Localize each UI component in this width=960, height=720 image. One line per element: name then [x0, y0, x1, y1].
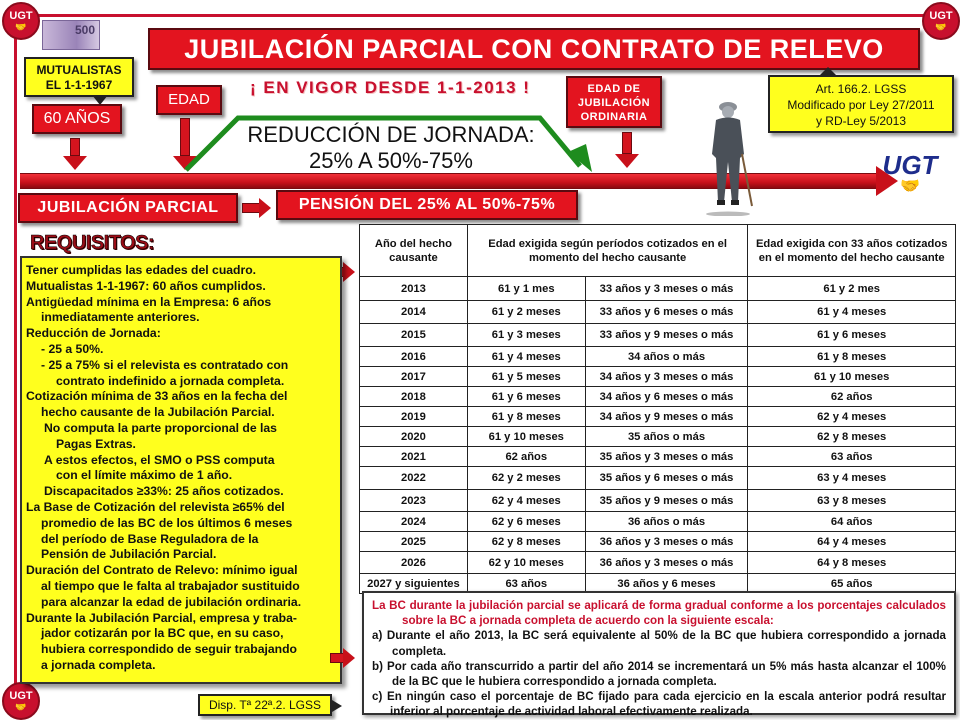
cell-year: 2026 [360, 552, 468, 574]
header-year: Año del hecho causante [360, 225, 468, 277]
requirement-line: Mutualistas 1-1-1967: 60 años cumplidos. [26, 278, 266, 293]
ugt-blue-logo [874, 152, 946, 200]
requirement-line: a jornada completa. [41, 657, 156, 672]
cell-year: 2025 [360, 532, 468, 552]
requirement-line: Reducción de Jornada: [26, 326, 161, 341]
table-row [360, 512, 956, 532]
requirement-line: Antigüedad mínima en la Empresa: 6 años [26, 294, 272, 309]
handshake-icon: 🤝 [900, 178, 920, 195]
bc-note-item-a: a) Durante el año 2013, la BC será equivalente al 50% de la BC que hubiera correspondido a jornada completa. [372, 629, 946, 658]
cell-age33: 63 años [748, 447, 956, 467]
requirements-title: REQUISITOS: [30, 232, 155, 254]
cell-age: 61 y 5 meses [467, 367, 585, 387]
requirement-line: Duración del Contrato de Relevo: mínimo igual [26, 563, 298, 578]
cell-year: 2016 [360, 347, 468, 367]
cell-age: 62 y 4 meses [467, 490, 585, 512]
cell-age33: 61 y 10 meses [748, 367, 956, 387]
cell-age: 61 y 2 meses [467, 301, 585, 324]
timeline-bar [20, 173, 886, 189]
cell-period: 35 años y 3 meses o más [585, 447, 748, 467]
legal-ref-line3: y RD-Ley 5/2013 [815, 114, 907, 128]
cell-age33: 64 y 4 meses [748, 532, 956, 552]
cell-age33: 65 años [748, 574, 956, 594]
right-arrow-icon [330, 648, 355, 664]
disp-reference-callout: Disp. Tª 22ª.2. LGSS [198, 694, 332, 716]
cell-period: 35 años y 6 meses o más [585, 467, 748, 490]
cell-age33: 64 años [748, 512, 956, 532]
table-row [360, 277, 956, 301]
edad-box: EDAD [156, 85, 222, 115]
mutualistas-line1: MUTUALISTAS [36, 63, 122, 77]
mutualistas-line2: EL 1-1-1967 [45, 78, 113, 92]
requirement-line: - 25 a 75% si el relevista es contratado con [41, 357, 289, 372]
logo-text: UGT [929, 9, 953, 22]
bc-note-lead: La BC durante la jubilación parcial se aplicará de forma gradual conforme a los porcentajes calculados sobre la BC a jornada completa de acuerdo con la siguiente escala: [372, 599, 946, 628]
cell-period: 34 años y 6 meses o más [585, 387, 748, 407]
cell-age33: 62 años [748, 387, 956, 407]
table-row [360, 407, 956, 427]
elderly-man-walking-icon [706, 98, 756, 216]
cell-period: 33 años y 6 meses o más [585, 301, 748, 324]
cell-age: 63 años [467, 574, 585, 594]
requirement-line: Pagas Extras. [56, 436, 136, 451]
cell-year: 2022 [360, 467, 468, 490]
logo-text: UGT [9, 9, 33, 22]
cell-age: 61 y 1 mes [467, 277, 585, 301]
bc-note-item-b: b) Por cada año transcurrido a partir del año 2014 se incrementará un 5% más hasta alcanzar el 100% de la BC que le hubiera correspondido a jornada completa. [372, 659, 946, 689]
requirement-line: al tiempo que le falta al trabajador sustituido [41, 578, 300, 593]
reduction-line2: 25% A 50%-75% [309, 148, 473, 173]
cell-age: 62 y 10 meses [467, 552, 585, 574]
table-row [360, 367, 956, 387]
cell-year: 2015 [360, 324, 468, 347]
cell-year: 2013 [360, 277, 468, 301]
cell-year: 2017 [360, 367, 468, 387]
cell-age33: 62 y 4 meses [748, 407, 956, 427]
cell-age33: 61 y 8 meses [748, 347, 956, 367]
handshake-icon: 🤝 [15, 21, 27, 32]
requirement-line: Pensión de Jubilación Parcial. [41, 547, 217, 562]
ordinary-line2: JUBILACIÓN [577, 97, 651, 109]
cell-period: 36 años y 3 meses o más [585, 552, 748, 574]
down-arrow-icon [620, 132, 634, 168]
cell-period: 34 años y 3 meses o más [585, 367, 748, 387]
ugt-logo-bottom-left [2, 682, 40, 720]
logo-text: UGT [882, 150, 938, 180]
ugt-logo-top-left [2, 2, 40, 40]
euro-banknote-icon [42, 20, 100, 50]
cell-year: 2023 [360, 490, 468, 512]
ugt-logo-top-right [922, 2, 960, 40]
table-row [360, 301, 956, 324]
header-age-by-period: Edad exigida según períodos cotizados en el momento del hecho causante [467, 225, 747, 277]
cell-age: 61 y 10 meses [467, 427, 585, 447]
legal-reference-callout [768, 75, 954, 133]
frame-left-line [14, 36, 17, 686]
header-age-33: Edad exigida con 33 años cotizados en el momento del hecho causante [748, 225, 956, 277]
logo-text: UGT [9, 689, 33, 702]
requirement-line: - 25 a 50%. [41, 341, 104, 356]
requirement-line: del período de Base Reguladora de la [41, 531, 259, 546]
cell-age: 61 y 3 meses [467, 324, 585, 347]
cell-period: 35 años o más [585, 427, 748, 447]
requirement-line: A estos efectos, el SMO o PSS computa [44, 452, 275, 467]
table-row [360, 324, 956, 347]
table-row [360, 467, 956, 490]
handshake-icon: 🤝 [935, 21, 947, 32]
retirement-age-table [359, 224, 956, 594]
requirement-line: No computa la parte proporcional de las [44, 420, 277, 435]
requirements-box [20, 256, 342, 684]
cell-period: 33 años y 3 meses o más [585, 277, 748, 301]
requirement-line: Tener cumplidas las edades del cuadro. [26, 263, 257, 277]
cell-age: 62 y 8 meses [467, 532, 585, 552]
cell-period: 34 años o más [585, 347, 748, 367]
requirement-line: para alcanzar la edad de jubilación ordinaria. [41, 594, 302, 609]
requirement-line: La Base de Cotización del relevista ≥65% del [26, 499, 285, 514]
table-row [360, 447, 956, 467]
cell-year: 2021 [360, 447, 468, 467]
pension-box: PENSIÓN DEL 25% AL 50%-75% [276, 190, 578, 220]
table-row [360, 387, 956, 407]
cell-age: 62 años [467, 447, 585, 467]
cell-age: 62 y 6 meses [467, 512, 585, 532]
requirement-line: hecho causante de la Jubilación Parcial. [41, 405, 275, 420]
frame-top-line [36, 14, 926, 17]
handshake-icon: 🤝 [15, 701, 27, 712]
cell-age33: 63 y 4 meses [748, 467, 956, 490]
ordinary-line3: ORDINARIA [580, 111, 648, 123]
cell-year: 2027 y siguientes [360, 574, 468, 594]
cell-year: 2014 [360, 301, 468, 324]
requirement-line: Durante la Jubilación Parcial, empresa y traba- [26, 610, 297, 625]
age-60-box: 60 AÑOS [32, 104, 122, 134]
cell-age: 62 y 2 meses [467, 467, 585, 490]
cell-age: 61 y 6 meses [467, 387, 585, 407]
ordinary-line1: EDAD DE [587, 83, 641, 95]
cell-period: 36 años y 3 meses o más [585, 532, 748, 552]
euro-note-value: 500 [74, 23, 95, 37]
cell-age33: 61 y 2 mes [748, 277, 956, 301]
requirement-line: promedio de las BC de los últimos 6 meses [41, 515, 293, 530]
cell-year: 2019 [360, 407, 468, 427]
bc-note-item-c: c) En ningún caso el porcentaje de BC fijado para cada ejercicio en la escala anterior podrá resultar inferior al porcentaje de actividad laboral efectivamente realizada. [372, 690, 946, 719]
partial-retirement-box: JUBILACIÓN PARCIAL [18, 193, 238, 223]
cell-year: 2018 [360, 387, 468, 407]
cell-period: 36 años o más [585, 512, 748, 532]
requirement-line: Cotización mínima de 33 años en la fecha del [26, 389, 288, 404]
cell-age: 61 y 4 meses [467, 347, 585, 367]
cell-period: 35 años y 9 meses o más [585, 490, 748, 512]
table-row [360, 427, 956, 447]
table-row [360, 347, 956, 367]
page-title: JUBILACIÓN PARCIAL CON CONTRATO DE RELEVO [148, 28, 920, 70]
bc-scale-note [362, 591, 956, 719]
table-header-row [360, 225, 956, 277]
requirement-line: Discapacitados ≥33%: 25 años cotizados. [44, 484, 284, 499]
requirement-line: hubiera correspondido de seguir trabajando [41, 642, 297, 657]
cell-age: 61 y 8 meses [467, 407, 585, 427]
table-row [360, 532, 956, 552]
reduction-label [236, 122, 546, 174]
mutualistas-callout [24, 57, 134, 97]
cell-year: 2024 [360, 512, 468, 532]
cell-period: 33 años y 9 meses o más [585, 324, 748, 347]
cell-age33: 61 y 4 meses [748, 301, 956, 324]
requirement-line: jador cotizarán por la BC que, en su caso, [41, 626, 284, 641]
reduction-line1: REDUCCIÓN DE JORNADA: [247, 122, 535, 147]
cell-age33: 64 y 8 meses [748, 552, 956, 574]
cell-period: 34 años y 9 meses o más [585, 407, 748, 427]
in-force-banner: ¡ EN VIGOR DESDE 1-1-2013 ! [250, 78, 531, 97]
cell-age33: 63 y 8 meses [748, 490, 956, 512]
cell-year: 2020 [360, 427, 468, 447]
table-row [360, 552, 956, 574]
legal-ref-line1: Art. 166.2. LGSS [815, 82, 907, 96]
cell-age33: 62 y 8 meses [748, 427, 956, 447]
cell-period: 36 años y 6 meses [585, 574, 748, 594]
requirement-line: contrato indefinido a jornada completa. [56, 373, 285, 388]
cell-age33: 61 y 6 meses [748, 324, 956, 347]
down-arrow-icon [68, 138, 82, 170]
table-row [360, 490, 956, 512]
right-arrow-icon [242, 198, 271, 214]
legal-ref-line2: Modificado por Ley 27/2011 [787, 98, 935, 112]
requirement-line: inmediatamente anteriores. [41, 310, 200, 325]
requirement-line: con el límite máximo de 1 año. [56, 468, 233, 483]
